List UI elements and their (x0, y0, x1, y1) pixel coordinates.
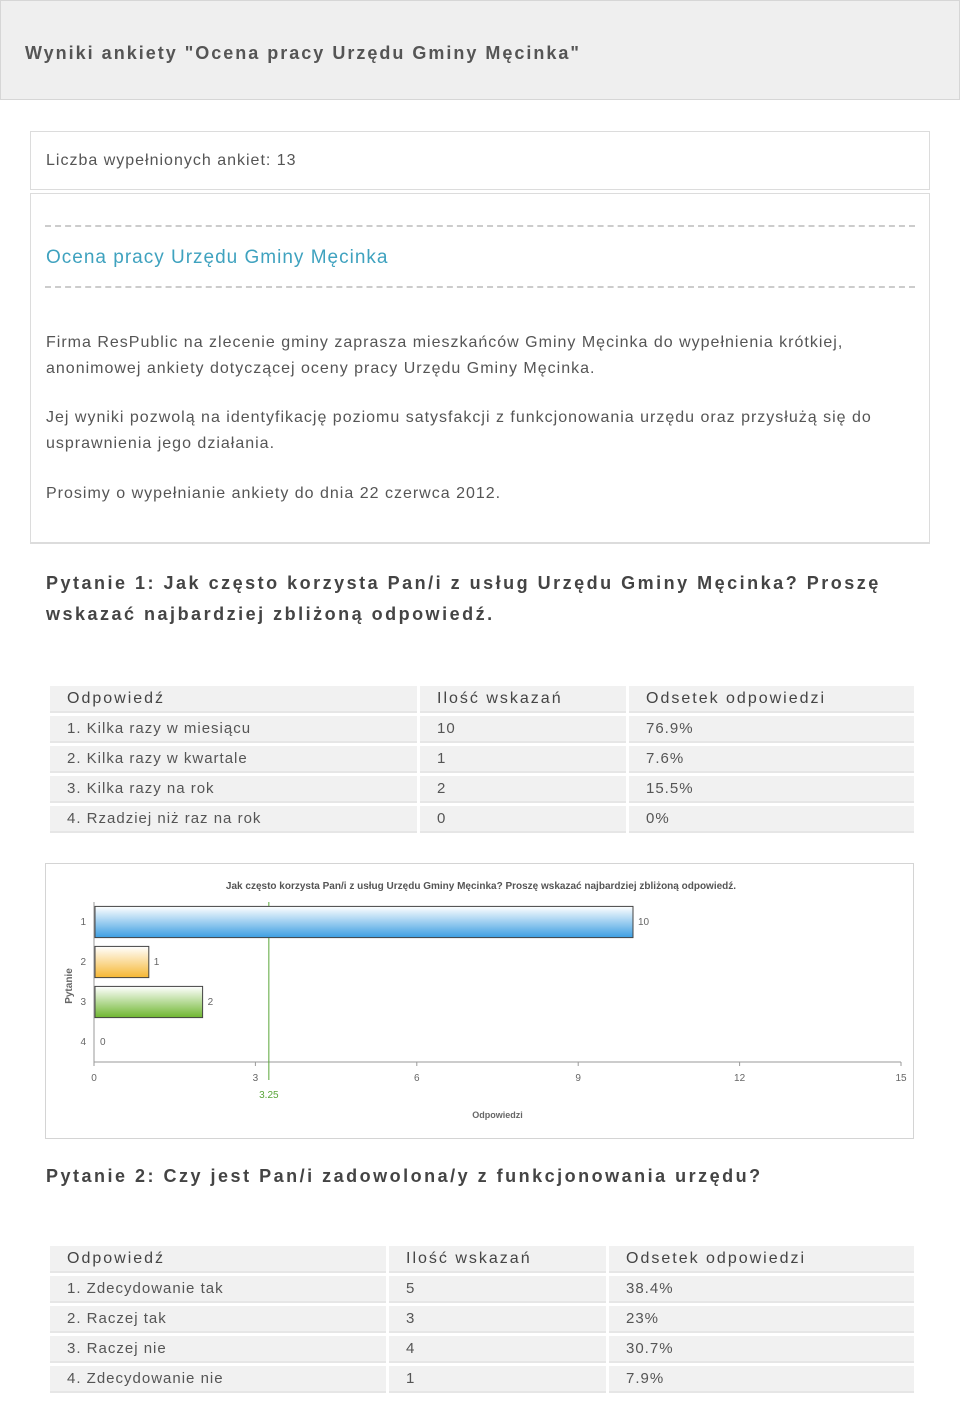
survey-title: Ocena pracy Urzędu Gminy Męcinka (46, 247, 389, 268)
divider (45, 225, 915, 227)
y-tick-label: 2 (80, 957, 86, 968)
divider (45, 286, 915, 288)
header-percent: Odsetek odpowiedzi (609, 1246, 914, 1273)
count-cell: 4 (389, 1336, 606, 1363)
table-row (50, 716, 914, 743)
table-row (50, 1306, 914, 1333)
header-answer: Odpowiedź (50, 1246, 386, 1273)
table-row (50, 1336, 914, 1363)
header-count: Ilość wskazań (420, 686, 626, 713)
count-cell: 1 (420, 746, 626, 773)
bar-1 (95, 906, 633, 937)
question-2-table (47, 1243, 917, 1396)
answer-cell: 3. Raczej nie (50, 1336, 386, 1363)
bar-3 (95, 986, 203, 1017)
percent-cell: 76.9% (629, 716, 914, 743)
response-count-box (30, 131, 930, 190)
intro-paragraph-2: Jej wyniki pozwolą na identyfikację poziomu satysfakcji z funkcjonowania urzędu oraz przysłużą się do usprawnienia jego działania. (46, 409, 872, 452)
percent-cell: 0% (629, 806, 914, 833)
bar-value-label: 0 (100, 1037, 106, 1048)
intro-paragraph-3: Prosimy o wypełnianie ankiety do dnia 22 czerwca 2012. (46, 485, 502, 502)
answer-cell: 4. Rzadziej niż raz na rok (50, 806, 417, 833)
answer-cell: 3. Kilka razy na rok (50, 776, 417, 803)
percent-cell: 15.5% (629, 776, 914, 803)
count-cell: 0 (420, 806, 626, 833)
page-title: Wyniki ankiety "Ocena pracy Urzędu Gminy Męcinka" (25, 43, 581, 63)
response-count: Liczba wypełnionych ankiet: 13 (46, 152, 297, 169)
percent-cell: 7.9% (609, 1366, 914, 1393)
y-tick-label: 3 (80, 997, 86, 1008)
x-tick-label: 3 (252, 1073, 259, 1084)
count-cell: 2 (420, 776, 626, 803)
table-row (50, 1366, 914, 1393)
y-axis-label: Pytanie (64, 968, 75, 1004)
bar-value-label: 2 (207, 997, 214, 1008)
intro-paragraph-1: Firma ResPublic na zlecenie gminy zaprasza mieszkańców Gminy Męcinka do wypełnienia krótkiej, anonimowej ankiety dotyczącej oceny pracy Urzędu Gminy Męcinka. (46, 334, 844, 377)
x-axis-label: Odpowiedzi (472, 1110, 523, 1120)
bar-chart (46, 864, 913, 1138)
x-tick-label: 0 (91, 1073, 97, 1084)
mean-label: 3.25 (259, 1090, 279, 1101)
percent-cell: 7.6% (629, 746, 914, 773)
question-1-title: Pytanie 1: Jak często korzysta Pan/i z usług Urzędu Gminy Męcinka? Proszę wskazać najbardziej zbliżoną odpowiedź. (46, 573, 881, 624)
percent-cell: 30.7% (609, 1336, 914, 1363)
question-1-table (47, 683, 917, 836)
header-count: Ilość wskazań (389, 1246, 606, 1273)
table-row (50, 1276, 914, 1303)
count-cell: 10 (420, 716, 626, 743)
bar-value-label: 1 (153, 957, 160, 968)
count-cell: 5 (389, 1276, 606, 1303)
y-tick-label: 4 (80, 1037, 86, 1048)
x-tick-label: 15 (895, 1073, 907, 1084)
y-tick-label: 1 (80, 917, 86, 928)
x-tick-label: 6 (414, 1073, 420, 1084)
count-cell: 1 (389, 1366, 606, 1393)
answer-cell: 2. Raczej tak (50, 1306, 386, 1333)
bar-2 (95, 946, 149, 977)
answer-cell: 1. Zdecydowanie tak (50, 1276, 386, 1303)
percent-cell: 38.4% (609, 1276, 914, 1303)
table-row (50, 776, 914, 803)
table-header-row (50, 686, 914, 713)
question-2-title: Pytanie 2: Czy jest Pan/i zadowolona/y z funkcjonowania urzędu? (46, 1166, 763, 1186)
x-tick-label: 12 (734, 1073, 746, 1084)
header-percent: Odsetek odpowiedzi (629, 686, 914, 713)
table-row (50, 806, 914, 833)
page-header (0, 0, 960, 100)
answer-cell: 1. Kilka razy w miesiącu (50, 716, 417, 743)
header-answer: Odpowiedź (50, 686, 417, 713)
table-header-row (50, 1246, 914, 1273)
answer-cell: 2. Kilka razy w kwartale (50, 746, 417, 773)
survey-intro (30, 193, 930, 544)
bar-value-label: 10 (638, 917, 650, 928)
percent-cell: 23% (609, 1306, 914, 1333)
x-tick-label: 9 (575, 1073, 581, 1084)
question-1-chart (45, 863, 914, 1139)
count-cell: 3 (389, 1306, 606, 1333)
table-row (50, 746, 914, 773)
chart-title: Jak często korzysta Pan/i z usług Urzędu Gminy Męcinka? Proszę wskazać najbardziej zbliżoną odpowiedź. (225, 881, 737, 892)
answer-cell: 4. Zdecydowanie nie (50, 1366, 386, 1393)
